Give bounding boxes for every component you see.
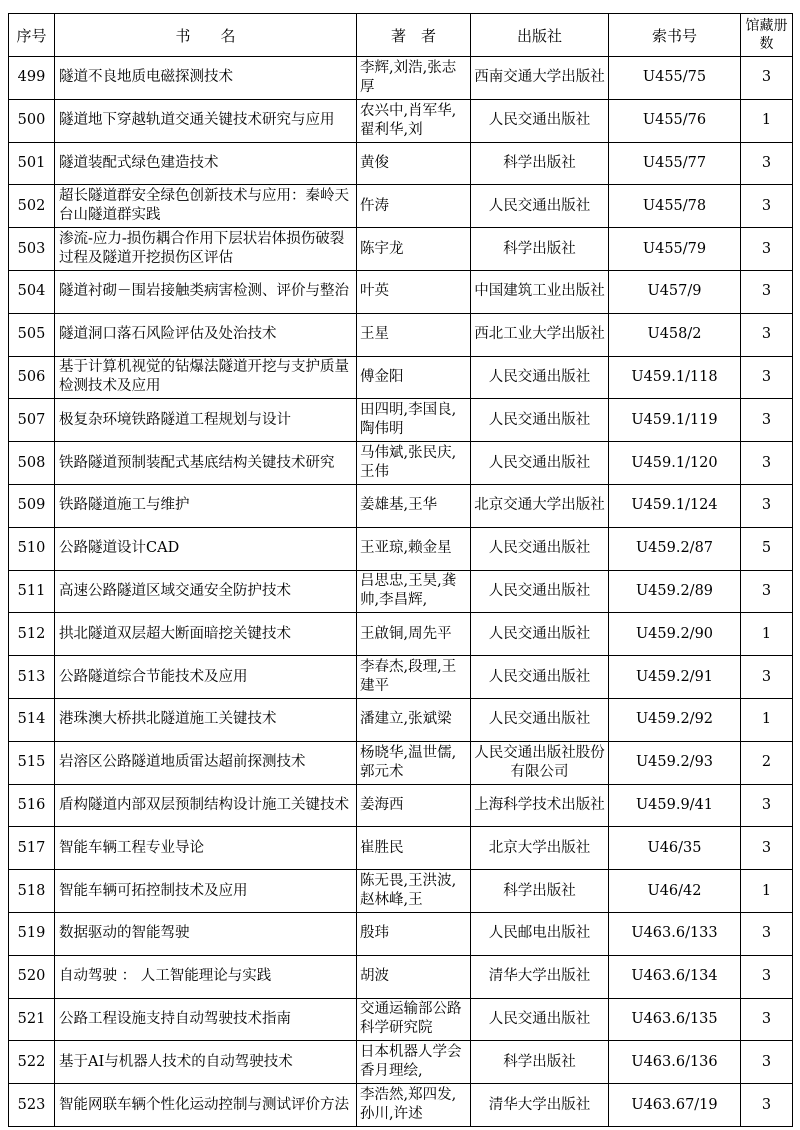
table-row bbox=[9, 484, 793, 527]
row-publisher: 人民交通出版社 bbox=[488, 582, 591, 599]
row-author: 殷玮 bbox=[360, 925, 389, 942]
row-author: 姜雄基,王华 bbox=[360, 497, 438, 514]
row-title: 岩溶区公路隧道地质雷达超前探测技术 bbox=[59, 754, 306, 771]
row-count: 3 bbox=[761, 925, 772, 942]
table-row bbox=[9, 741, 793, 784]
table-row bbox=[9, 698, 793, 741]
row-count: 3 bbox=[761, 796, 772, 813]
row-author: 马伟斌,张民庆,王伟 bbox=[360, 445, 457, 481]
row-author: 李辉,刘浩,张志厚 bbox=[360, 59, 457, 95]
row-publisher: 人民交通出版社 bbox=[488, 411, 591, 428]
row-title: 智能网联车辆个性化运动控制与测试评价方法 bbox=[59, 1096, 349, 1113]
row-author: 杨晓华,温世儒,郭元术 bbox=[360, 744, 457, 780]
row-author: 田四明,李国良,陶伟明 bbox=[360, 402, 457, 438]
table-row bbox=[9, 313, 793, 356]
row-author: 傅金阳 bbox=[360, 368, 404, 385]
row-no: 503 bbox=[17, 240, 46, 257]
row-publisher: 科学出版社 bbox=[503, 154, 576, 171]
row-title: 铁路隧道施工与维护 bbox=[59, 497, 190, 514]
row-publisher: 人民交通出版社 bbox=[488, 112, 591, 129]
row-call-number: U463.6/136 bbox=[631, 1053, 718, 1070]
row-no: 513 bbox=[17, 668, 46, 685]
row-no: 507 bbox=[17, 411, 46, 428]
row-title: 港珠澳大桥拱北隧道施工关键技术 bbox=[59, 711, 277, 728]
row-publisher: 人民交通出版社 bbox=[488, 711, 591, 728]
row-publisher: 中国建筑工业出版社 bbox=[474, 283, 605, 300]
header-title: 书 名 bbox=[55, 14, 357, 57]
row-author: 王星 bbox=[360, 326, 389, 343]
row-publisher: 北京大学出版社 bbox=[488, 839, 591, 856]
row-call-number: U457/9 bbox=[647, 283, 702, 300]
table-row bbox=[9, 527, 793, 570]
row-call-number: U459.9/41 bbox=[635, 796, 714, 813]
row-count: 3 bbox=[761, 154, 772, 171]
row-call-number: U459.2/90 bbox=[635, 625, 714, 642]
table-row bbox=[9, 1041, 793, 1084]
row-publisher: 科学出版社 bbox=[503, 1053, 576, 1070]
row-title: 盾构隧道内部双层预制结构设计施工关键技术 bbox=[59, 796, 349, 813]
header-count: 馆藏册数 bbox=[741, 14, 793, 57]
table-row bbox=[9, 270, 793, 313]
row-count: 3 bbox=[761, 668, 772, 685]
row-call-number: U455/79 bbox=[642, 240, 707, 257]
book-table bbox=[8, 13, 793, 1127]
header-row bbox=[9, 14, 793, 57]
row-publisher: 清华大学出版社 bbox=[488, 968, 591, 985]
row-no: 500 bbox=[17, 112, 46, 129]
row-no: 517 bbox=[17, 839, 46, 856]
row-no: 523 bbox=[17, 1096, 46, 1113]
row-author: 王亚琼,赖金星 bbox=[360, 540, 452, 557]
row-title: 隧道装配式绿色建造技术 bbox=[59, 154, 219, 171]
row-count: 3 bbox=[761, 69, 772, 86]
row-call-number: U459.1/119 bbox=[631, 411, 718, 428]
row-publisher: 人民交通出版社 bbox=[488, 540, 591, 557]
table-row bbox=[9, 356, 793, 399]
row-no: 518 bbox=[17, 882, 46, 899]
row-call-number: U463.6/133 bbox=[631, 925, 718, 942]
row-call-number: U459.1/124 bbox=[631, 497, 718, 514]
row-author: 黄俊 bbox=[360, 154, 389, 171]
row-no: 516 bbox=[17, 796, 46, 813]
row-call-number: U458/2 bbox=[647, 326, 702, 343]
row-title: 高速公路隧道区域交通安全防护技术 bbox=[59, 582, 291, 599]
row-no: 505 bbox=[17, 326, 46, 343]
row-count: 3 bbox=[761, 240, 772, 257]
row-no: 520 bbox=[17, 968, 46, 985]
table-row bbox=[9, 613, 793, 656]
row-publisher: 人民交通出版社 bbox=[488, 1010, 591, 1027]
row-count: 1 bbox=[761, 882, 772, 899]
table-row bbox=[9, 442, 793, 485]
row-title: 自动驾驶 ： 人工智能理论与实践 bbox=[59, 968, 272, 985]
row-title: 公路工程设施支持自动驾驶技术指南 bbox=[59, 1010, 291, 1027]
row-author: 潘建立,张斌梁 bbox=[360, 711, 452, 728]
row-count: 3 bbox=[761, 326, 772, 343]
row-call-number: U459.2/89 bbox=[635, 582, 714, 599]
row-publisher: 人民交通出版社 bbox=[488, 197, 591, 214]
row-publisher: 西南交通大学出版社 bbox=[474, 69, 605, 86]
row-count: 3 bbox=[761, 839, 772, 856]
row-title: 公路隧道设计CAD bbox=[59, 540, 180, 557]
row-no: 511 bbox=[17, 582, 46, 599]
row-publisher: 西北工业大学出版社 bbox=[474, 326, 605, 343]
row-call-number: U455/75 bbox=[642, 69, 707, 86]
row-call-number: U46/42 bbox=[647, 882, 702, 899]
row-publisher: 人民交通出版社 bbox=[488, 368, 591, 385]
row-call-number: U455/78 bbox=[642, 197, 707, 214]
row-title: 超长隧道群安全绿色创新技术与应用：秦岭天台山隧道群实践 bbox=[59, 188, 349, 224]
row-call-number: U459.2/91 bbox=[635, 668, 714, 685]
row-publisher: 人民交通出版社股份有限公司 bbox=[474, 744, 605, 780]
header-no: 序号 bbox=[9, 14, 55, 57]
row-author: 胡波 bbox=[360, 968, 389, 985]
row-title: 隧道不良地质电磁探测技术 bbox=[59, 69, 233, 86]
table-row bbox=[9, 99, 793, 142]
row-title: 拱北隧道双层超大断面暗挖关键技术 bbox=[59, 625, 291, 642]
table-row bbox=[9, 1084, 793, 1127]
row-publisher: 清华大学出版社 bbox=[488, 1096, 591, 1113]
row-count: 3 bbox=[761, 582, 772, 599]
row-publisher: 北京交通大学出版社 bbox=[474, 497, 605, 514]
row-no: 514 bbox=[17, 711, 46, 728]
table-row bbox=[9, 998, 793, 1041]
row-publisher: 科学出版社 bbox=[503, 882, 576, 899]
row-count: 3 bbox=[761, 1053, 772, 1070]
row-author: 日本机器人学会香月理绘, bbox=[360, 1044, 462, 1080]
row-author: 叶英 bbox=[360, 283, 389, 300]
row-no: 506 bbox=[17, 368, 46, 385]
header-author: 著 者 bbox=[357, 14, 471, 57]
table-row bbox=[9, 827, 793, 870]
row-call-number: U455/76 bbox=[642, 112, 707, 129]
row-call-number: U459.2/87 bbox=[635, 540, 714, 557]
row-count: 1 bbox=[761, 625, 772, 642]
row-no: 515 bbox=[17, 754, 46, 771]
row-call-number: U459.2/93 bbox=[635, 754, 714, 771]
row-author: 陈宇龙 bbox=[360, 240, 404, 257]
row-publisher: 人民交通出版社 bbox=[488, 668, 591, 685]
table-row bbox=[9, 185, 793, 228]
row-title: 公路隧道综合节能技术及应用 bbox=[59, 668, 248, 685]
row-count: 3 bbox=[761, 368, 772, 385]
row-author: 李浩然,郑四发,孙川,许述 bbox=[360, 1087, 457, 1123]
row-author: 仵涛 bbox=[360, 197, 389, 214]
header-call-number: 索书号 bbox=[609, 14, 741, 57]
row-no: 504 bbox=[17, 283, 46, 300]
row-author: 农兴中,肖军华,翟利华,刘 bbox=[360, 102, 457, 138]
row-call-number: U455/77 bbox=[642, 154, 707, 171]
row-title: 铁路隧道预制装配式基底结构关键技术研究 bbox=[59, 454, 335, 471]
table-row bbox=[9, 912, 793, 955]
row-count: 3 bbox=[761, 454, 772, 471]
table-row bbox=[9, 57, 793, 100]
row-publisher: 人民交通出版社 bbox=[488, 454, 591, 471]
row-no: 512 bbox=[17, 625, 46, 642]
row-count: 3 bbox=[761, 968, 772, 985]
row-author: 交通运输部公路科学研究院 bbox=[360, 1001, 462, 1037]
table-row bbox=[9, 228, 793, 271]
table-row bbox=[9, 399, 793, 442]
row-count: 3 bbox=[761, 1010, 772, 1027]
row-count: 3 bbox=[761, 497, 772, 514]
table-row bbox=[9, 784, 793, 827]
row-call-number: U463.6/134 bbox=[631, 968, 718, 985]
row-call-number: U459.2/92 bbox=[635, 711, 714, 728]
row-no: 502 bbox=[17, 197, 46, 214]
table-row bbox=[9, 570, 793, 613]
row-no: 509 bbox=[17, 497, 46, 514]
table-row bbox=[9, 955, 793, 998]
table-row bbox=[9, 142, 793, 185]
row-count: 2 bbox=[761, 754, 772, 771]
row-count: 3 bbox=[761, 1096, 772, 1113]
row-title: 智能车辆可拓控制技术及应用 bbox=[59, 882, 248, 899]
header-publisher: 出版社 bbox=[471, 14, 609, 57]
row-title: 智能车辆工程专业导论 bbox=[59, 839, 204, 856]
row-count: 1 bbox=[761, 711, 772, 728]
row-call-number: U46/35 bbox=[647, 839, 702, 856]
row-no: 501 bbox=[17, 154, 46, 171]
table-row bbox=[9, 870, 793, 913]
row-no: 510 bbox=[17, 540, 46, 557]
row-author: 陈无畏,王洪波,赵林峰,王 bbox=[360, 873, 457, 909]
row-title: 极复杂环境铁路隧道工程规划与设计 bbox=[59, 411, 291, 428]
row-count: 3 bbox=[761, 283, 772, 300]
row-no: 499 bbox=[17, 69, 46, 86]
row-title: 渗流-应力-损伤耦合作用下层状岩体损伤破裂过程及隧道开挖损伤区评估 bbox=[59, 231, 345, 267]
row-title: 隧道地下穿越轨道交通关键技术研究与应用 bbox=[59, 112, 335, 129]
row-publisher: 上海科学技术出版社 bbox=[474, 796, 605, 813]
row-author: 吕思忠,王昊,龚帅,李昌辉, bbox=[360, 573, 457, 609]
row-no: 521 bbox=[17, 1010, 46, 1027]
row-title: 隧道衬砌－围岩接触类病害检测、评价与整治 bbox=[59, 283, 349, 300]
book-list-sheet bbox=[8, 13, 792, 1127]
row-title: 数据驱动的智能驾驶 bbox=[59, 925, 190, 942]
row-author: 王啟铜,周先平 bbox=[360, 625, 452, 642]
table-row bbox=[9, 656, 793, 699]
row-author: 李春杰,段理,王建平 bbox=[360, 659, 457, 695]
row-call-number: U459.1/118 bbox=[631, 368, 718, 385]
row-no: 519 bbox=[17, 925, 46, 942]
row-count: 1 bbox=[761, 112, 772, 129]
row-title: 隧道洞口落石风险评估及处治技术 bbox=[59, 326, 277, 343]
row-publisher: 人民交通出版社 bbox=[488, 625, 591, 642]
row-publisher: 科学出版社 bbox=[503, 240, 576, 257]
row-author: 姜海西 bbox=[360, 796, 404, 813]
row-title: 基于计算机视觉的钻爆法隧道开挖与支护质量检测技术及应用 bbox=[59, 359, 349, 395]
row-count: 3 bbox=[761, 411, 772, 428]
row-no: 508 bbox=[17, 454, 46, 471]
row-count: 5 bbox=[761, 540, 772, 557]
row-call-number: U463.67/19 bbox=[631, 1096, 718, 1113]
row-call-number: U463.6/135 bbox=[631, 1010, 718, 1027]
row-title: 基于AI与机器人技术的自动驾驶技术 bbox=[59, 1053, 293, 1070]
row-no: 522 bbox=[17, 1053, 46, 1070]
row-publisher: 人民邮电出版社 bbox=[488, 925, 591, 942]
row-count: 3 bbox=[761, 197, 772, 214]
row-call-number: U459.1/120 bbox=[631, 454, 718, 471]
row-author: 崔胜民 bbox=[360, 839, 404, 856]
